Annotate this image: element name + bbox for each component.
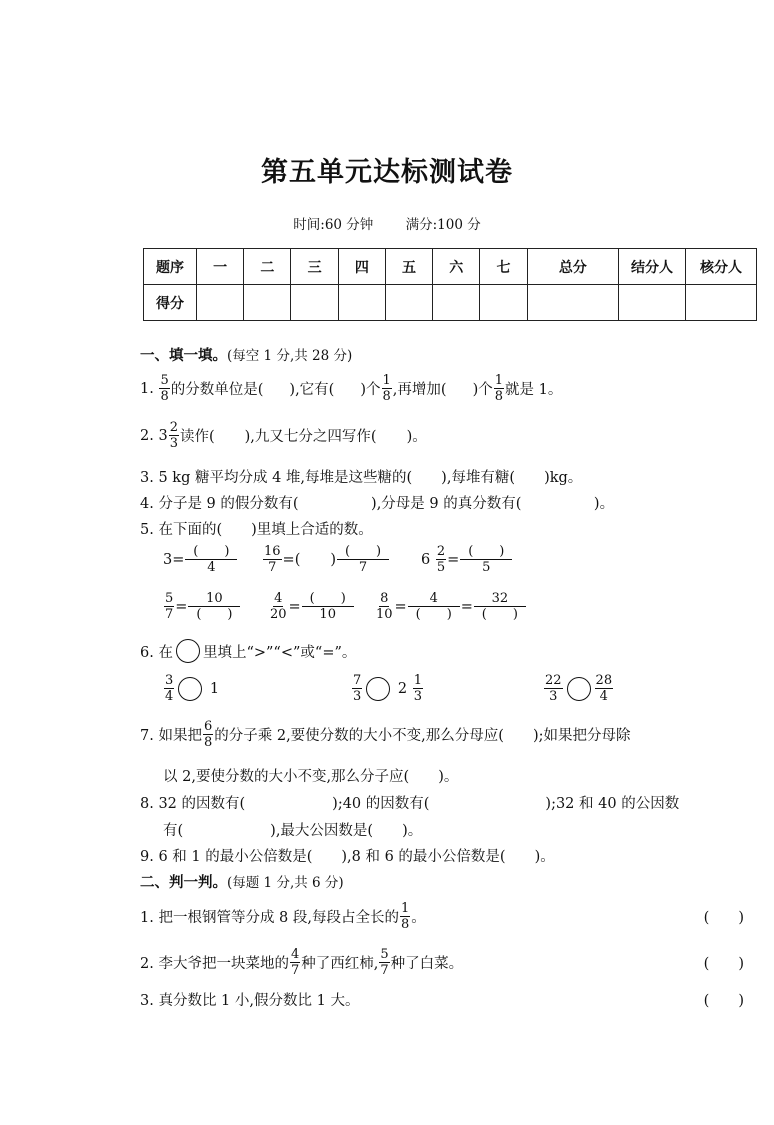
judge-answer-box[interactable]: ( ) bbox=[703, 993, 744, 1009]
text: 1. 把一根钢管等分成 8 段,每段占全长的 bbox=[140, 910, 399, 926]
text: = bbox=[394, 598, 407, 615]
judge-question-1 bbox=[140, 902, 760, 931]
fraction: $\frac{22}{3}$ bbox=[545, 673, 562, 704]
fraction: $\frac{5}{7}$ bbox=[165, 591, 174, 622]
cell-header: 一 bbox=[197, 249, 244, 285]
question-1-5: 5. 在下面的( )里填上合适的数。 bbox=[140, 522, 373, 538]
fraction: $\frac{4}{20}$ bbox=[270, 591, 287, 622]
fraction: $\frac{2}{3}$ bbox=[169, 420, 178, 451]
cell-header: 核分人 bbox=[686, 249, 757, 285]
text: 的分数单位是( bbox=[170, 382, 264, 398]
score-cell[interactable] bbox=[385, 285, 432, 321]
score-cell[interactable] bbox=[197, 285, 244, 321]
fraction: $\frac{( )}{10}$ bbox=[302, 592, 354, 621]
score-cell[interactable] bbox=[244, 285, 291, 321]
answer-circle[interactable] bbox=[366, 677, 390, 701]
cell-header: 题序 bbox=[144, 249, 197, 285]
fraction: $\frac{8}{10}$ bbox=[376, 591, 393, 622]
score-table bbox=[143, 248, 757, 321]
text: 的分子乘 2,要使分数的大小不变,那么分母应( );如果把分母除 bbox=[214, 728, 631, 744]
cell-header: 结分人 bbox=[619, 249, 686, 285]
page-title: 第五单元达标测试卷 bbox=[261, 157, 513, 188]
fraction: $\frac{1}{8}$ bbox=[382, 373, 391, 404]
question-1-9: 9. 6 和 1 的最小公倍数是( ),8 和 6 的最小公倍数是( )。 bbox=[140, 849, 555, 865]
q5-row-1-a bbox=[163, 545, 238, 574]
text: 7. 如果把 bbox=[140, 728, 202, 744]
score-table-header-row bbox=[144, 249, 757, 285]
text: ,再增加( bbox=[392, 382, 447, 398]
fraction: $\frac{10}{( )}$ bbox=[188, 592, 240, 621]
question-1-8: 8. 32 的因数有( );40 的因数有( );32 和 40 的公因数 bbox=[140, 796, 680, 812]
answer-circle[interactable] bbox=[178, 677, 202, 701]
section-title: 一、填一填。 bbox=[140, 348, 227, 364]
cell-header: 四 bbox=[338, 249, 385, 285]
fraction: $\frac{6}{8}$ bbox=[203, 719, 213, 750]
cell-header: 七 bbox=[480, 249, 527, 285]
score-cell[interactable] bbox=[527, 285, 618, 321]
text: = bbox=[460, 598, 473, 615]
cell-header: 三 bbox=[291, 249, 338, 285]
fraction: $\frac{5}{8}$ bbox=[160, 373, 169, 404]
cell-header: 总分 bbox=[527, 249, 618, 285]
judge-question-2 bbox=[140, 948, 760, 977]
cell-header: 二 bbox=[244, 249, 291, 285]
whole-number: 2 bbox=[397, 680, 408, 697]
score-cell[interactable] bbox=[433, 285, 480, 321]
section-note: (每题 1 分,共 6 分) bbox=[227, 875, 344, 891]
exam-info bbox=[0, 213, 774, 233]
question-1-8-line-2: 有( ),最大公因数是( )。 bbox=[163, 823, 423, 839]
text: 3. 真分数比 1 小,假分数比 1 大。 bbox=[140, 993, 360, 1009]
text: ),九又七分之四写作( bbox=[244, 429, 377, 445]
cell-header: 六 bbox=[433, 249, 480, 285]
text: =( bbox=[282, 551, 301, 568]
score-cell[interactable] bbox=[480, 285, 527, 321]
text: ) bbox=[330, 551, 337, 568]
fraction: $\frac{2}{5}$ bbox=[436, 544, 446, 575]
text: = bbox=[447, 551, 460, 568]
answer-circle[interactable] bbox=[567, 677, 591, 701]
text: ),它有( bbox=[289, 382, 335, 398]
judge-answer-box[interactable]: ( ) bbox=[703, 910, 744, 926]
fraction: $\frac{1}{8}$ bbox=[401, 901, 410, 932]
text: 6. 在 bbox=[140, 644, 173, 661]
question-1-6 bbox=[140, 639, 356, 663]
score-table-score-row bbox=[144, 285, 757, 321]
section-note: (每空 1 分,共 28 分) bbox=[227, 348, 353, 364]
q5-row-2-a bbox=[163, 592, 241, 621]
text: )个 bbox=[472, 382, 493, 398]
fraction: $\frac{3}{4}$ bbox=[165, 673, 174, 704]
question-1-2 bbox=[140, 421, 427, 450]
fraction: $\frac{( )}{7}$ bbox=[337, 545, 389, 574]
q6-compare-c bbox=[543, 674, 614, 703]
text: )。 bbox=[406, 429, 427, 445]
text: 里填上“>”“<”或“=”。 bbox=[202, 644, 357, 661]
question-1-1 bbox=[140, 374, 562, 403]
q5-row-2-c bbox=[374, 592, 527, 621]
text: 读作( bbox=[179, 429, 215, 445]
question-1-7 bbox=[140, 720, 630, 749]
fraction: $\frac{( )}{5}$ bbox=[460, 545, 512, 574]
text: )个 bbox=[360, 382, 381, 398]
text: 种了西红柿, bbox=[301, 956, 379, 972]
question-1-4: 4. 分子是 9 的假分数有( ),分母是 9 的真分数有( )。 bbox=[140, 496, 615, 512]
fraction: $\frac{4}{7}$ bbox=[290, 947, 300, 978]
section-2-heading bbox=[140, 871, 344, 892]
text: = bbox=[288, 598, 301, 615]
q5-row-1-b bbox=[262, 545, 390, 574]
text: 3= bbox=[163, 551, 185, 568]
fraction: $\frac{1}{3}$ bbox=[413, 673, 423, 704]
fraction: $\frac{7}{3}$ bbox=[353, 673, 362, 704]
q5-row-2-b bbox=[268, 592, 355, 621]
fraction: $\frac{32}{( )}$ bbox=[474, 592, 526, 621]
fraction: $\frac{16}{7}$ bbox=[264, 544, 281, 575]
q5-row-1-c bbox=[421, 545, 513, 574]
whole-number: 3 bbox=[158, 427, 168, 444]
section-title: 二、判一判。 bbox=[140, 875, 227, 891]
q-number: 2. bbox=[140, 427, 154, 444]
cell-header: 五 bbox=[385, 249, 432, 285]
fraction: $\frac{1}{8}$ bbox=[494, 373, 504, 404]
question-1-7-line-2: 以 2,要使分数的大小不变,那么分子应( )。 bbox=[163, 769, 459, 785]
full-score: 满分:100 分 bbox=[405, 217, 481, 233]
text: 种了白菜。 bbox=[390, 956, 464, 972]
q-number: 1. bbox=[140, 380, 154, 397]
text: 。 bbox=[411, 910, 426, 926]
score-cell[interactable] bbox=[619, 285, 686, 321]
text: = bbox=[175, 598, 188, 615]
time-limit: 时间:60 分钟 bbox=[293, 217, 374, 233]
score-cell[interactable] bbox=[291, 285, 338, 321]
whole-number: 6 bbox=[421, 551, 431, 568]
q6-compare-a bbox=[163, 674, 219, 703]
text: 2. 李大爷把一块菜地的 bbox=[140, 956, 289, 972]
question-1-3: 3. 5 kg 糖平均分成 4 堆,每堆是这些糖的( ),每堆有糖( )kg。 bbox=[140, 470, 583, 486]
score-cell[interactable] bbox=[686, 285, 757, 321]
judge-answer-box[interactable]: ( ) bbox=[703, 956, 744, 972]
fraction: $\frac{4}{( )}$ bbox=[408, 592, 460, 621]
fraction: $\frac{28}{4}$ bbox=[595, 673, 613, 704]
text: 1 bbox=[209, 680, 220, 697]
compare-circle-icon bbox=[176, 639, 200, 663]
text: 就是 1。 bbox=[505, 382, 563, 398]
judge-question-3 bbox=[140, 989, 760, 1010]
fraction: $\frac{5}{7}$ bbox=[380, 947, 389, 978]
cell-label: 得分 bbox=[144, 285, 197, 321]
q6-compare-b bbox=[351, 674, 424, 703]
score-cell[interactable] bbox=[338, 285, 385, 321]
fraction: $\frac{( )}{4}$ bbox=[185, 545, 237, 574]
section-1-heading bbox=[140, 344, 352, 365]
